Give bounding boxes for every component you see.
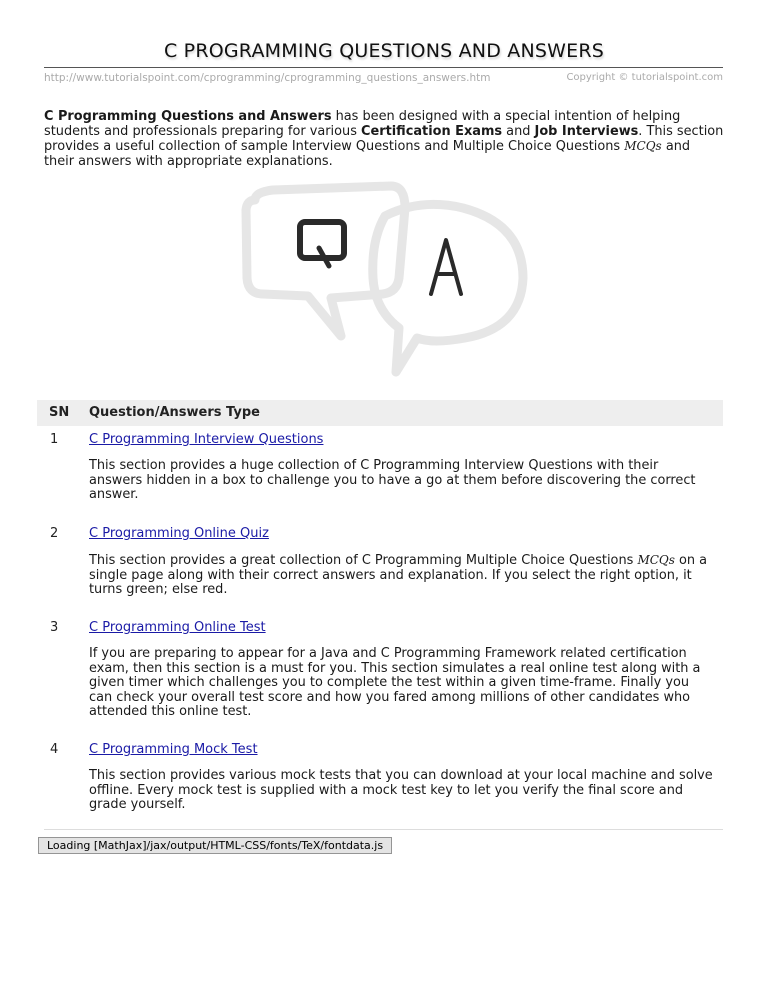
row-description: If you are preparing to appear for a Java and C Programming Framework related certification exam, then this section is a must for you. This section simulates a real online test along with a given timer which challenges you to complete the test within a given time-frame. Finally you can check your overall test score and how you fared among millions of other candidates who attended this online test. xyxy=(89,646,701,719)
intro-text: and their answers with appropriate explanations. xyxy=(44,139,691,169)
row-description-text: on a single page along with their correct answers and explanation. If you select the right option, it turns green; else red. xyxy=(89,553,708,597)
copyright-notice: Copyright © tutorialspoint.com xyxy=(566,72,723,83)
footer-divider xyxy=(44,829,723,830)
online-quiz-link[interactable]: C Programming Online Quiz xyxy=(89,526,269,541)
row-description xyxy=(89,553,714,598)
intro-text: . This section provides a useful collection of sample Interview Questions and Multiple Choice Questions xyxy=(44,123,724,154)
online-test-link[interactable]: C Programming Online Test xyxy=(89,620,266,635)
row-description-text: This section provides a great collection of C Programming Multiple Choice Questions xyxy=(89,553,638,568)
row-sn: 2 xyxy=(50,526,59,541)
title-divider xyxy=(44,67,723,68)
intro-bold-cert: Certification Exams xyxy=(361,123,503,139)
mathjax-loading-status: Loading [MathJax]/jax/output/HTML-CSS/fonts/TeX/fontdata.js xyxy=(38,837,392,854)
row-description: This section provides various mock tests that you can download at your local machine and solve offline. Every mock test is supplied with a mock test key to let you verify the final score and grade yourself. xyxy=(89,768,713,812)
intro-paragraph xyxy=(44,110,724,169)
qa-illustration xyxy=(233,178,533,378)
column-header-sn: SN xyxy=(49,405,70,420)
intro-text: and xyxy=(502,123,535,139)
row-sn: 3 xyxy=(50,620,59,635)
intro-mcqs: MCQs xyxy=(624,139,662,153)
interview-questions-link[interactable]: C Programming Interview Questions xyxy=(89,432,324,447)
intro-bold-jobs: Job Interviews xyxy=(534,123,639,139)
speech-bubbles-icon xyxy=(233,178,533,378)
table-header-row xyxy=(37,400,723,426)
row-description: This section provides a huge collection of C Programming Interview Questions with their answers hidden in a box to challenge you to have a go at them before discovering the correct answer. xyxy=(89,458,696,502)
intro-text: has been designed with a special intention of helping students and professionals preparing for various xyxy=(44,109,681,139)
mock-test-link[interactable]: C Programming Mock Test xyxy=(89,742,258,757)
column-header-type: Question/Answers Type xyxy=(89,405,260,420)
row-mcqs: MCQs xyxy=(637,553,675,567)
page-title: C PROGRAMMING QUESTIONS AND ANSWERS xyxy=(163,40,605,62)
row-sn: 1 xyxy=(50,432,59,447)
page-url-line xyxy=(44,72,723,84)
row-sn: 4 xyxy=(50,742,59,757)
intro-bold-title: C Programming Questions and Answers xyxy=(44,109,332,124)
page-url: http://www.tutorialspoint.com/cprogramming/cprogramming_questions_answers.htm xyxy=(44,72,491,84)
